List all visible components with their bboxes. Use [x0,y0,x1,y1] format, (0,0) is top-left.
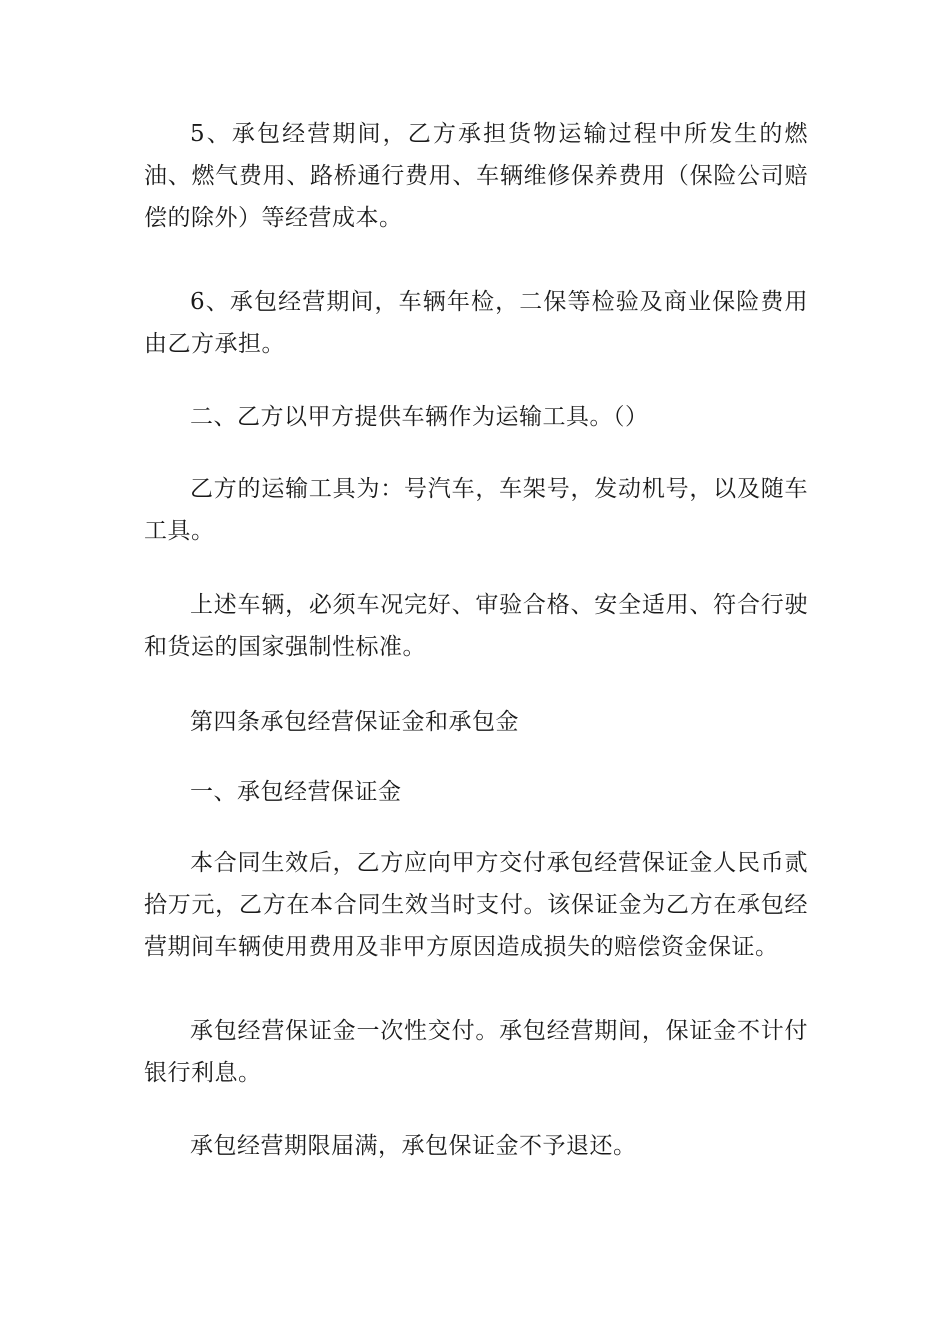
paragraph-vehicle-provided: 二、乙方以甲方提供车辆作为运输工具。（） [190,404,649,430]
paragraph-deposit-refund: 承包经营期限届满，承包保证金不予退还。 [190,1133,637,1159]
article-heading: 第四条承包经营保证金和承包金 [190,709,519,735]
paragraph-deposit-interest: 承包经营保证金一次性交付。承包经营期间，保证金不计付银行利息。 [144,1018,808,1086]
paragraph-vehicle-standards: 上述车辆，必须车况完好、审验合格、安全适用、符合行驶和货运的国家强制性标准。 [144,592,808,660]
section-heading: 一、承包经营保证金 [190,779,402,805]
paragraph-deposit-payment: 本合同生效后，乙方应向甲方交付承包经营保证金人民币贰拾万元，乙方在本合同生效当时支付。该保证金为乙方在承包经营期间车辆使用费用及非甲方原因造成损失的赔偿资金保证。 [144,850,808,960]
paragraph-inspection-costs: 6、承包经营期间，车辆年检，二保等检验及商业保险费用由乙方承担。 [144,289,808,357]
paragraph-vehicle-details: 乙方的运输工具为：号汽车，车架号，发动机号，以及随车工具。 [144,476,808,544]
paragraph-fuel-costs: 5、承包经营期间，乙方承担货物运输过程中所发生的燃油、燃气费用、路桥通行费用、车辆维修保养费用（保险公司赔偿的除外）等经营成本。 [144,121,808,231]
